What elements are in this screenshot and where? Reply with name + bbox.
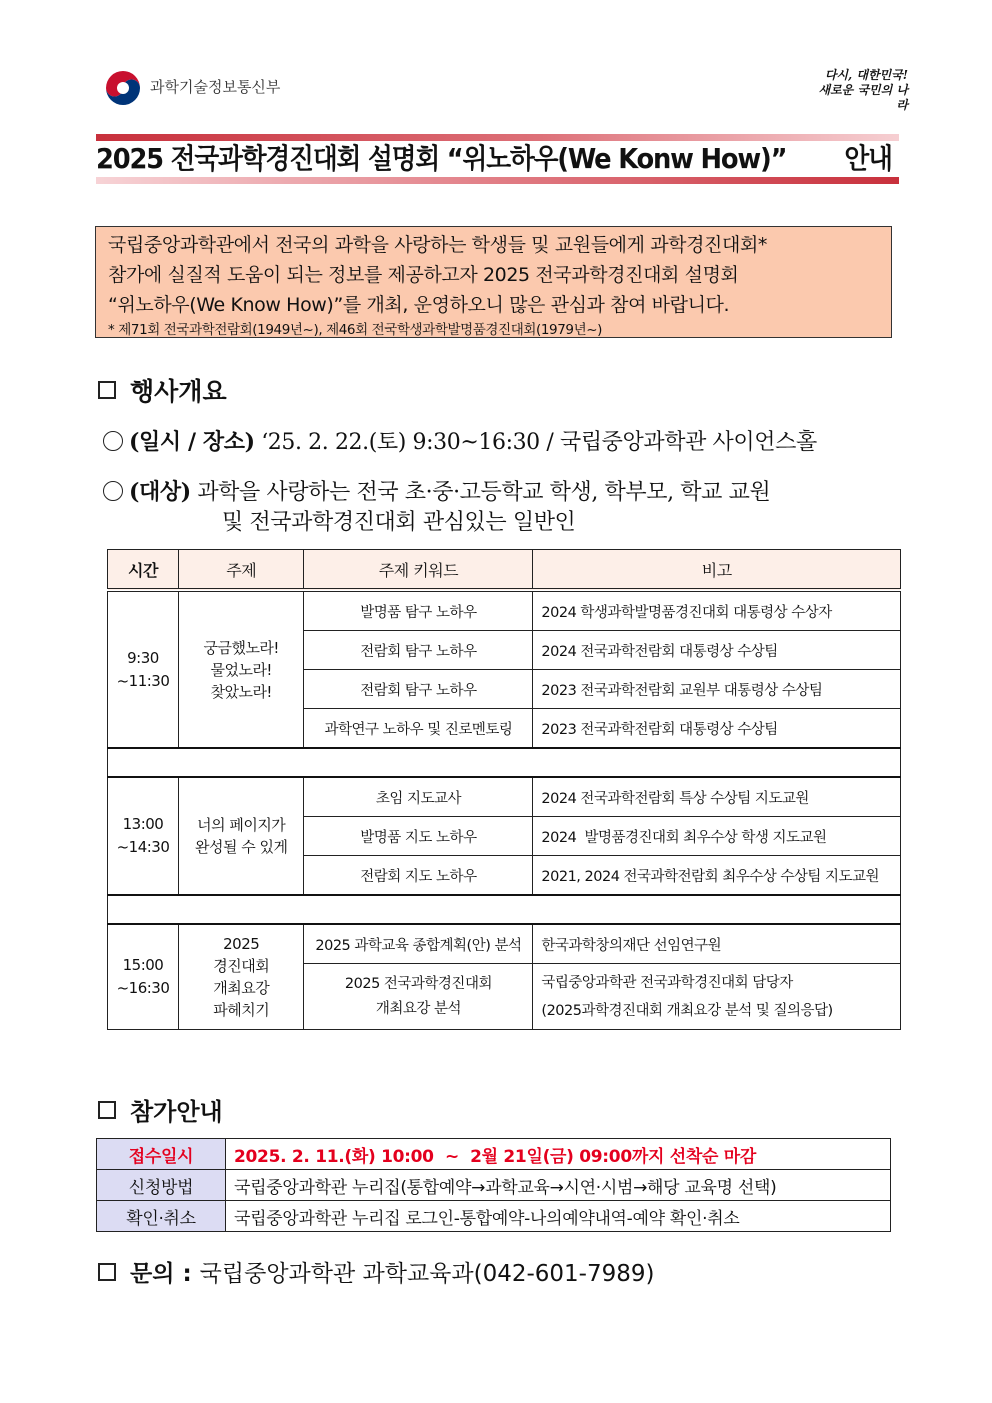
topic-line: 개최요강	[213, 979, 270, 997]
overview-target	[103, 475, 770, 506]
reg-value: 국립중앙과학관 누리집 로그인-통합예약-나의예약내역-예약 확인·취소	[226, 1201, 891, 1232]
note-cell: 한국과학창의재단 선임연구원	[533, 924, 901, 964]
table-row	[108, 924, 901, 964]
topic-line: 완성될 수 있게	[194, 838, 288, 856]
ministry-name: 과학기술정보통신부	[150, 78, 281, 96]
title-bar-bottom	[96, 177, 899, 184]
keyword-cell	[304, 964, 533, 1030]
header-note: 비고	[533, 550, 901, 591]
session-2-topic	[178, 777, 304, 895]
overview-datetime	[103, 425, 817, 456]
session-3-topic	[178, 924, 304, 1030]
reg-value: 2025. 2. 11.(화) 10:00 ~ 2월 21일(금) 09:00까지 선착순 마감	[226, 1139, 891, 1170]
table-header-row	[108, 550, 901, 591]
ministry-logo-icon	[103, 68, 143, 108]
note-cell: 2024 학생과학발명품경진대회 대통령상 수상자	[533, 590, 901, 631]
keyword-cell: 2025 과학교육 종합계획(안) 분석	[304, 924, 533, 964]
circle-bullet-icon	[103, 431, 123, 451]
target-value-line-1: 과학을 사랑하는 전국 초·중·고등학교 학생, 학부모, 학교 교원	[197, 480, 771, 505]
reg-label: 접수일시	[97, 1139, 226, 1170]
section-heading-registration	[98, 1092, 223, 1127]
break-row	[108, 895, 901, 924]
table-row	[97, 1170, 891, 1201]
time-end: ~14:30	[116, 838, 170, 856]
reg-label: 확인·취소	[97, 1201, 226, 1232]
session-2-time	[108, 777, 179, 895]
time-start: 13:00	[122, 815, 164, 833]
slogan-line-1: 다시, 대한민국!	[824, 68, 908, 82]
break-cell	[108, 748, 901, 777]
page-title	[96, 140, 892, 178]
intro-line-3: “위노하우(We Know How)”를 개최, 운영하오니 많은 관심과 참여 바랍니다.	[108, 294, 730, 316]
overview-heading-text: 행사개요	[130, 377, 227, 406]
table-row	[108, 590, 901, 631]
note-cell: 2024 발명품경진대회 최우수상 학생 지도교원	[533, 817, 901, 856]
contact-label: 문의 :	[130, 1261, 192, 1287]
keyword-cell: 발명품 지도 노하우	[304, 817, 533, 856]
note-cell: 2021, 2024 전국과학전람회 최우수상 수상팀 지도교원	[533, 856, 901, 896]
keyword-cell: 전람회 탐구 노하우	[304, 670, 533, 709]
note-line: 국립중앙과학관 전국과학경진대회 담당자	[541, 974, 793, 991]
square-bullet-icon	[98, 1101, 116, 1119]
section-heading-overview	[98, 372, 227, 408]
keyword-cell: 과학연구 노하우 및 진로멘토링	[304, 709, 533, 749]
keyword-cell: 전람회 지도 노하우	[304, 856, 533, 896]
intro-line-1: 국립중앙과학관에서 전국의 과학을 사랑하는 학생들 및 교원들에게 과학경진대회*	[108, 234, 768, 256]
keyword-cell: 전람회 탐구 노하우	[304, 631, 533, 670]
square-bullet-icon	[98, 381, 116, 399]
intro-footnote: * 제71회 전국과학전람회(1949년~), 제46회 전국학생과학발명품경진대회(1979년~)	[108, 322, 603, 338]
datetime-label: (일시 / 장소)	[129, 429, 255, 455]
schedule-table	[107, 549, 901, 1030]
topic-line: 물었노라!	[210, 660, 272, 679]
topic-line: 2025	[223, 935, 260, 953]
note-cell: 2023 전국과학전람회 교원부 대통령상 수상팀	[533, 670, 901, 709]
registration-table	[96, 1138, 891, 1232]
table-row	[108, 777, 901, 817]
reg-label: 신청방법	[97, 1170, 226, 1201]
intro-line-2: 참가에 실질적 도움이 되는 정보를 제공하고자 2025 전국과학경진대회 설명회	[108, 264, 739, 286]
header-time: 시간	[108, 550, 179, 591]
session-1-time	[108, 590, 179, 748]
note-cell	[533, 964, 901, 1030]
title-main: 2025 전국과학경진대회 설명회 “위노하우(We Konw How)”	[96, 142, 787, 175]
table-row	[97, 1201, 891, 1232]
contact-value: 국립중앙과학관 과학교육과(042-601-7989)	[199, 1261, 655, 1287]
target-value-line-2: 및 전국과학경진대회 관심있는 일반인	[222, 510, 576, 535]
contact-line	[98, 1255, 654, 1288]
time-start: 9:30	[127, 648, 159, 667]
time-end: ~16:30	[116, 979, 170, 997]
topic-line: 찾았노라!	[210, 682, 272, 701]
table-row	[97, 1139, 891, 1170]
reg-value: 국립중앙과학관 누리집(통합예약→과학교육→시연·시범→해당 교육명 선택)	[226, 1170, 891, 1201]
keyword-cell: 초임 지도교사	[304, 777, 533, 817]
keyword-cell: 발명품 탐구 노하우	[304, 590, 533, 631]
keyword-line: 2025 전국과학경진대회	[344, 975, 492, 992]
note-cell: 2023 전국과학전람회 대통령상 수상팀	[533, 709, 901, 749]
note-line: (2025과학경진대회 개최요강 분석 및 질의응답)	[541, 1002, 833, 1019]
title-suffix: 안내	[844, 142, 892, 175]
target-label: (대상)	[129, 479, 191, 505]
time-start: 15:00	[122, 956, 164, 974]
slogan-line-2: 새로운 국민의 나라	[818, 83, 908, 112]
session-3-time	[108, 924, 179, 1030]
header-keyword: 주제 키워드	[304, 550, 533, 591]
break-cell	[108, 895, 901, 924]
time-end: ~11:30	[116, 671, 170, 690]
break-row	[108, 748, 901, 777]
note-cell: 2024 전국과학전람회 대통령상 수상팀	[533, 631, 901, 670]
circle-bullet-icon	[103, 481, 123, 501]
intro-box	[95, 226, 892, 338]
datetime-value: ‘25. 2. 22.(토) 9:30~16:30 / 국립중앙과학관 사이언스홀	[261, 430, 817, 455]
keyword-line: 개최요강 분석	[375, 1000, 462, 1017]
registration-heading-text: 참가안내	[130, 1098, 223, 1126]
header-topic: 주제	[178, 550, 304, 591]
topic-line: 경진대회	[213, 957, 270, 975]
session-1-topic	[178, 590, 304, 748]
topic-line: 궁금했노라!	[203, 638, 279, 657]
note-cell: 2024 전국과학전람회 특상 수상팀 지도교원	[533, 777, 901, 817]
topic-line: 파헤치기	[213, 1001, 270, 1019]
square-bullet-icon	[98, 1263, 116, 1281]
topic-line: 너의 페이지가	[197, 816, 286, 834]
slogan	[808, 68, 908, 113]
